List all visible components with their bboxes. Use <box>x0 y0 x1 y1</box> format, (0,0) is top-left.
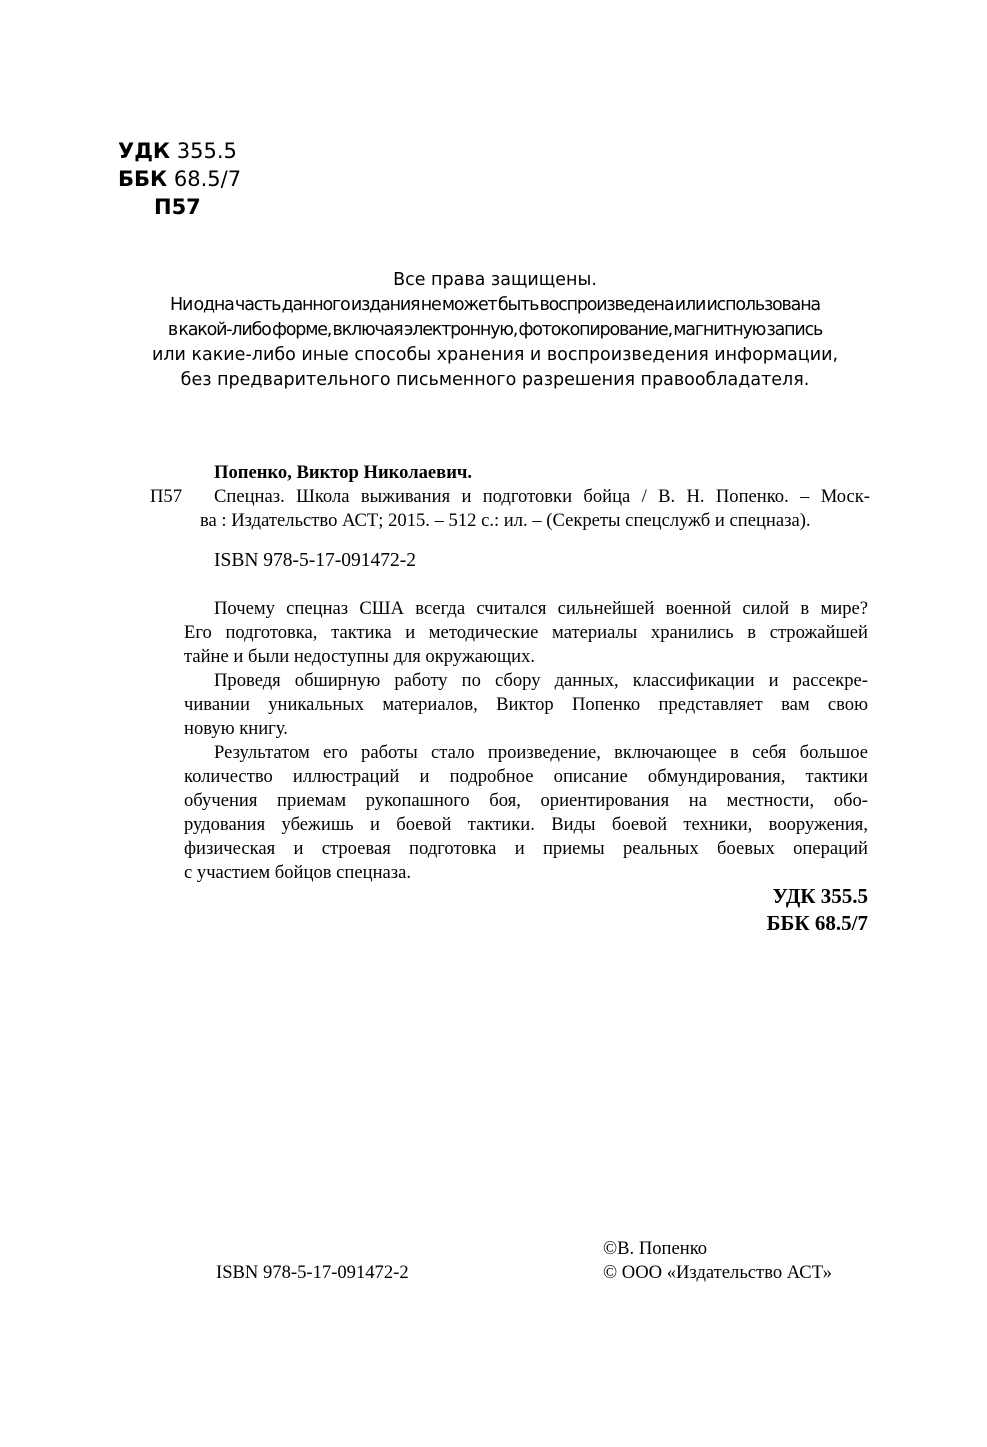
annotation-line: количество иллюстраций и подробное описание обмундирования, тактики <box>184 766 868 787</box>
record-author: Попенко, Виктор Николаевич. <box>214 462 473 483</box>
copyright-author: ©В. Попенко <box>603 1238 708 1259</box>
annotation-line: чивании уникальных материалов, Виктор Попенко представляет вам свою <box>184 694 868 715</box>
classification-codes <box>118 137 241 221</box>
bbk-value: 68.5/7 <box>173 167 242 191</box>
author-mark: П57 <box>154 195 201 219</box>
udk-label: УДК <box>118 139 171 163</box>
rights-notice-line: Ни одна часть данного издания не может быть воспроизведена или использована <box>170 295 820 315</box>
rights-notice-line: без предварительного письменного разрешения правообладателя. <box>180 370 810 390</box>
annotation-line: тайне и были недоступны для окружающих. <box>184 646 536 667</box>
udk-repeat: УДК 355.5 <box>772 884 868 908</box>
udk-line <box>118 137 241 165</box>
bbk-label: ББК <box>118 167 168 191</box>
copyright-publisher: © ООО «Издательство АСТ» <box>603 1262 832 1283</box>
annotation-line: Почему спецназ США всегда считался сильнейшей военной силой в мире? <box>214 598 868 619</box>
annotation-line: обучения приемам рукопашного боя, ориентирования на местности, обо- <box>184 790 868 811</box>
record-description-row <box>150 485 870 509</box>
record-description-line: ва : Издательство АСТ; 2015. – 512 с.: ил. – (Секреты спецслужб и спецназа). <box>200 510 811 531</box>
copyright-block <box>603 1237 832 1285</box>
record-description-line: Спецназ. Школа выживания и подготовки бойца / В. Н. Попенко. – Моск- <box>214 486 870 507</box>
annotation-line: Проведя обширную работу по сбору данных, классификации и рассекре- <box>214 670 868 691</box>
rights-notice-line: Все права защищены. <box>393 270 597 290</box>
annotation-line: с участием бойцов спецназа. <box>184 862 412 883</box>
bibliographic-record <box>150 461 870 533</box>
rights-notice-line: или какие-либо иные способы хранения и воспроизведения информации, <box>151 345 839 365</box>
author-mark-line <box>118 193 241 221</box>
annotation-line: рудования убежишь и боевой тактики. Виды боевой техники, вооружения, <box>184 814 868 835</box>
udk-value: 355.5 <box>176 139 237 163</box>
annotation-line: новую книгу. <box>184 718 288 739</box>
record-isbn: ISBN 978-5-17-091472-2 <box>214 550 417 571</box>
annotation <box>184 597 868 885</box>
annotation-line: Его подготовка, тактика и методические материалы хранились в строжайшей <box>184 622 868 643</box>
rights-notice <box>100 268 890 393</box>
annotation-line: Результатом его работы стало произведение, включающее в себя большое <box>214 742 868 763</box>
footer-isbn: ISBN 978-5-17-091472-2 <box>216 1262 409 1283</box>
classification-repeat <box>767 883 868 937</box>
bbk-line <box>118 165 241 193</box>
annotation-line: физическая и строевая подготовка и приемы реальных боевых операций <box>184 838 868 859</box>
rights-notice-line: в какой-либо форме, включая электронную, фотокопирование, магнитную запись <box>167 320 823 340</box>
record-cipher: П57 <box>150 486 183 507</box>
bbk-repeat: ББК 68.5/7 <box>766 911 868 935</box>
